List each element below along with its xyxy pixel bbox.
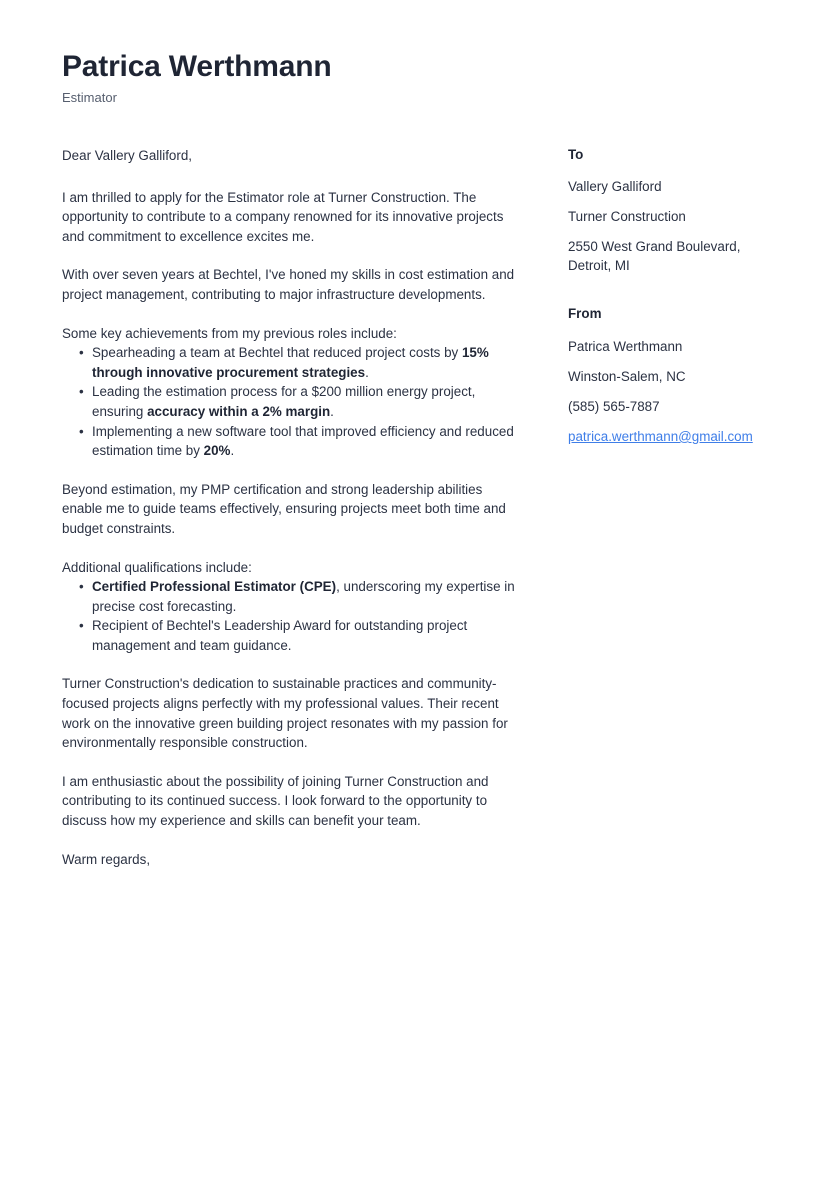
applicant-name: Patrica Werthmann bbox=[62, 50, 332, 83]
list-item bbox=[62, 616, 520, 655]
sender-location: Winston-Salem, NC bbox=[568, 368, 686, 384]
list-item-text-tail: . bbox=[230, 443, 235, 459]
paragraph-closing: I am enthusiastic about the possibility of joining Turner Construction and contributing to its continued success. I look forward to the opportunity to discuss how my experience and skills can benefit your team. bbox=[62, 773, 489, 829]
applicant-job-title: Estimator bbox=[62, 89, 117, 105]
to-heading: To bbox=[568, 147, 584, 162]
sender-email-line bbox=[568, 427, 783, 446]
sender-phone: (585) 565-7887 bbox=[568, 398, 660, 414]
list-item-text: Recipient of Bechtel's Leadership Award for outstanding project management and team guidance. bbox=[92, 618, 468, 653]
paragraph-experience: With over seven years at Bechtel, I've honed my skills in cost estimation and project management, contributing to major infrastructure developments. bbox=[62, 267, 515, 302]
letter-header bbox=[62, 50, 762, 106]
list-item-text-tail: . bbox=[365, 364, 369, 380]
recipient-address: 2550 West Grand Boulevard, Detroit, MI bbox=[568, 239, 741, 274]
list-item bbox=[62, 382, 520, 421]
salutation: Dear Vallery Galliford, bbox=[62, 148, 192, 163]
letter-body bbox=[62, 146, 520, 869]
sender-email-link[interactable]: patrica.werthmann@gmail.com bbox=[568, 428, 753, 444]
list-item-text: Leading the estimation process for a $200 million energy project, ensuring bbox=[92, 384, 476, 419]
paragraph-values: Turner Construction's dedication to sustainable practices and community-focused projects aligns perfectly with my professional values. Their recent work on the innovative green building project resonates with my passion for environmentally responsible construction. bbox=[62, 676, 508, 751]
contact-sidebar bbox=[568, 146, 783, 446]
to-block bbox=[568, 146, 783, 275]
list-item bbox=[62, 422, 520, 461]
list-item-text: Spearheading a team at Bechtel that reduced project costs by bbox=[92, 345, 462, 361]
recipient-company: Turner Construction bbox=[568, 209, 686, 225]
qualifications-list bbox=[62, 577, 520, 655]
list-item bbox=[62, 577, 520, 616]
recipient-name: Vallery Galliford bbox=[568, 179, 662, 195]
sign-off: Warm regards, bbox=[62, 851, 151, 867]
list-item-text-tail: , underscoring my expertise in precise cost forecasting. bbox=[92, 579, 515, 614]
list-item-emphasis: 15% through innovative procurement strategies bbox=[92, 345, 489, 380]
achievements-intro: Some key achievements from my previous roles include: bbox=[62, 325, 397, 341]
list-item-emphasis: accuracy within a 2% margin bbox=[147, 403, 331, 419]
from-block bbox=[568, 305, 783, 445]
paragraph-intro: I am thrilled to apply for the Estimator role at Turner Construction. The opportunity to contribute to a company renowned for its innovative projects and commitment to excellence excites me. bbox=[62, 189, 504, 244]
list-item-text: Implementing a new software tool that improved efficiency and reduced estimation time by bbox=[92, 423, 514, 459]
list-item-emphasis: 20% bbox=[203, 443, 231, 459]
paragraph-leadership: Beyond estimation, my PMP certification and strong leadership abilities enable me to guide teams effectively, ensuring projects meet both time and budget constraints. bbox=[62, 481, 506, 536]
sender-name: Patrica Werthmann bbox=[568, 338, 683, 354]
list-item-emphasis: Certified Professional Estimator (CPE) bbox=[92, 579, 337, 595]
achievements-list bbox=[62, 343, 520, 461]
qualifications-intro: Additional qualifications include: bbox=[62, 559, 252, 575]
from-heading: From bbox=[568, 306, 602, 322]
list-item bbox=[62, 343, 520, 382]
list-item-text-tail: . bbox=[330, 403, 334, 419]
